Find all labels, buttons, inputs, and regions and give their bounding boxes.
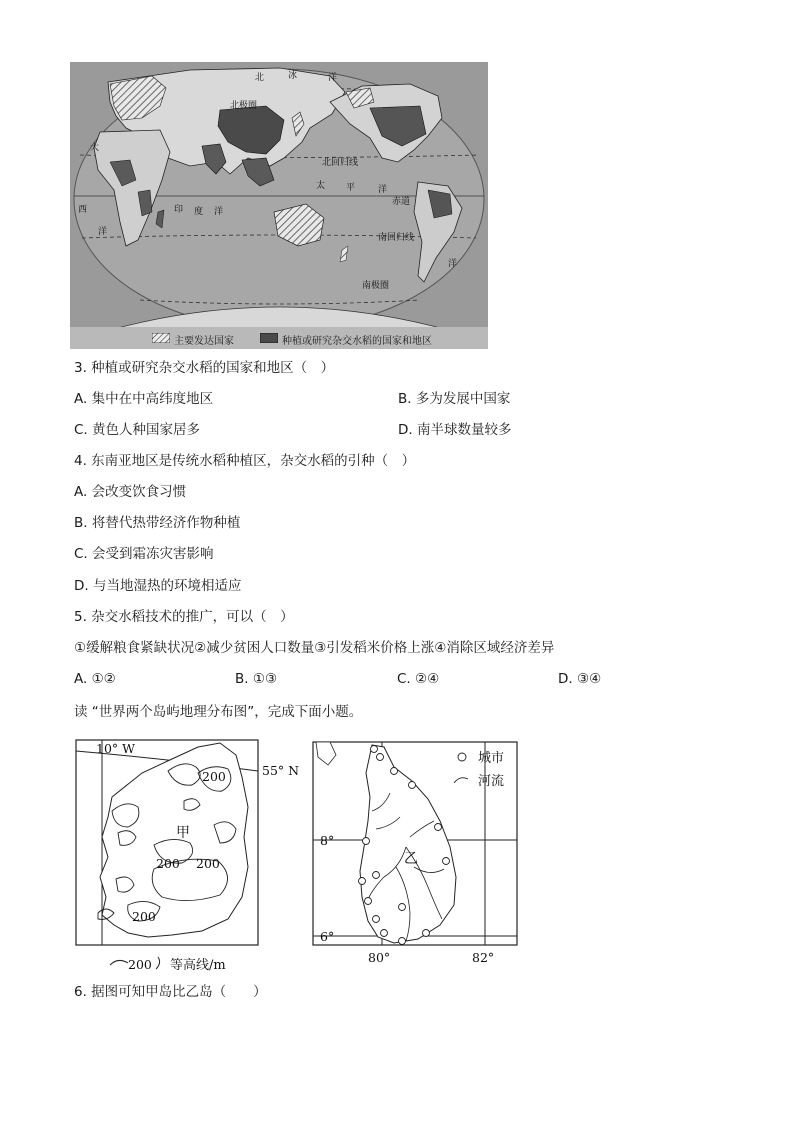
jia-legend-text: 等高线/m [170, 958, 226, 973]
yi-name-label: 乙 [404, 851, 418, 867]
city-marker [381, 930, 388, 937]
city-marker [423, 930, 430, 937]
label-bei: 北 [255, 73, 265, 83]
q4-option-c[interactable]: C. 会受到霜冻灾害影响 [74, 546, 214, 562]
q4-option-d[interactable]: D. 与当地湿热的环境相适应 [74, 578, 242, 594]
jia-contour-label-1: 200 [202, 769, 226, 784]
island-jia-map [72, 737, 308, 973]
label-ping: 平 [346, 183, 356, 193]
jia-contour-label-4: 200 [132, 909, 156, 924]
city-marker [365, 898, 372, 905]
q3-option-c[interactable]: C. 黄色人种国家居多 [74, 422, 201, 438]
q3-stem: 3. 种植或研究杂交水稻的国家和地区（ ） [74, 360, 335, 376]
label-bing: 冰 [288, 71, 298, 81]
city-marker [373, 916, 380, 923]
city-marker [399, 904, 406, 911]
hybrid-swatch [260, 333, 278, 343]
label-da: 大 [90, 143, 100, 153]
label-antarctic-circle: 南极圈 [362, 281, 390, 291]
city-legend-icon [458, 753, 466, 761]
label-yin: 印 [174, 205, 184, 215]
city-marker [391, 768, 398, 775]
q4-option-a[interactable]: A. 会改变饮食习惯 [74, 484, 187, 500]
yi-legend-city: 城市 [478, 751, 505, 766]
city-marker [377, 754, 384, 761]
q3-option-d[interactable]: D. 南半球数量较多 [398, 422, 512, 438]
city-marker [409, 782, 416, 789]
island-yi-map [310, 737, 522, 973]
developed-swatch [152, 333, 170, 343]
label-yang-right: 洋 [448, 259, 458, 269]
world-map [70, 62, 488, 349]
q5-items: ①缓解粮食紧缺状况②减少贫困人口数量③引发稻米价格上涨④消除区域经济差异 [74, 640, 555, 656]
jia-lat-label: 55° N [262, 763, 300, 778]
city-marker [399, 938, 406, 945]
city-marker [363, 838, 370, 845]
jia-legend-value: 200 [128, 957, 152, 972]
contour-legend-tail [156, 957, 160, 969]
jia-name-label: 甲 [176, 825, 190, 841]
label-yang-pacific: 洋 [378, 185, 388, 195]
label-du: 度 [194, 207, 204, 217]
jia-lon-label: 10° W [96, 741, 135, 756]
city-marker [373, 872, 380, 879]
label-equator: 赤道 [392, 197, 411, 207]
q3-option-b[interactable]: B. 多为发展中国家 [398, 391, 511, 407]
label-tropic-capricorn: 南回归线 [378, 233, 415, 243]
q4-stem: 4. 东南亚地区是传统水稻种植区，杂交水稻的引种（ ） [74, 453, 416, 469]
q5-option-a[interactable]: A. ①② [74, 671, 116, 687]
label-tai: 太 [316, 181, 326, 191]
yi-lon82-label: 82° [472, 950, 495, 965]
city-marker [371, 746, 378, 753]
q4-option-b[interactable]: B. 将替代热带经济作物种植 [74, 515, 241, 531]
city-marker [359, 878, 366, 885]
world-map-legend [70, 327, 488, 349]
contour-legend-icon [110, 960, 128, 965]
q5-stem: 5. 杂交水稻技术的推广，可以（ ） [74, 609, 294, 625]
q5-option-c[interactable]: C. ②④ [397, 671, 440, 687]
city-marker [443, 858, 450, 865]
yi-lon80-label: 80° [368, 950, 391, 965]
label-tropic-cancer: 北回归线 [322, 158, 359, 168]
label-yang-atlantic: 洋 [98, 227, 108, 237]
yi-lat6-label: 6° [320, 929, 335, 944]
city-marker [435, 824, 442, 831]
yi-lat8-label: 8° [320, 833, 335, 848]
q6-stem: 6. 据图可知甲岛比乙岛（ ） [74, 984, 267, 1000]
label-yang-north: 洋 [328, 73, 338, 83]
label-yang-indian: 洋 [214, 207, 224, 217]
q5-option-d[interactable]: D. ③④ [558, 671, 602, 687]
yi-legend-river: 河流 [478, 774, 505, 789]
legend-hybrid-label: 种植或研究杂交水稻的国家和地区 [282, 336, 432, 347]
label-arctic-circle: 北极圈 [230, 101, 258, 111]
jia-contour-label-2: 200 [156, 856, 180, 871]
q5-option-b[interactable]: B. ①③ [235, 671, 278, 687]
legend-developed-label: 主要发达国家 [174, 336, 234, 347]
reading-intro: 读 “世界两个岛屿地理分布图”，完成下面小题。 [74, 704, 363, 720]
label-xi: 西 [78, 205, 88, 215]
q3-option-a[interactable]: A. 集中在中高纬度地区 [74, 391, 214, 407]
jia-contour-label-3: 200 [196, 856, 220, 871]
